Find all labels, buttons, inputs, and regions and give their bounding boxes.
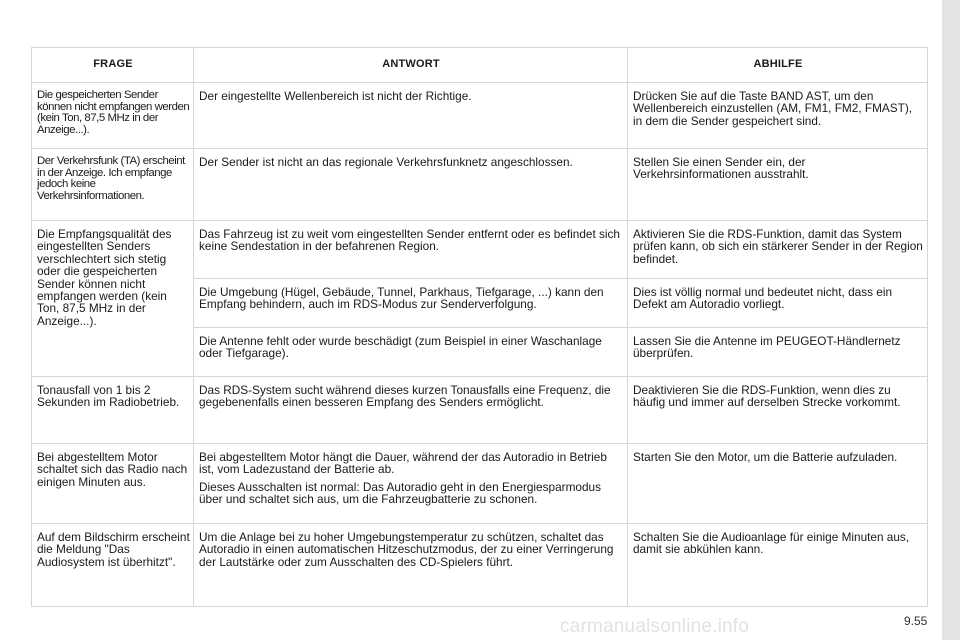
watermark-text: carmanualsonline.info <box>560 616 750 637</box>
row-3-frage: Die Empfangsqualität des eingestellten Senders verschlechtert sich stetig oder die gespeicherten Sender können nicht empfangen werden (kein Ton, 87,5 MHz in der Anzeige...). <box>37 227 172 328</box>
row-6-antwort: Um die Anlage bei zu hoher Umgebungstemperatur zu schützen, schaltet das Autoradio in einen automatischen Hitzeschutzmodus, der zu einer Verringerung der Lautstärke oder zum Ausschalten des CD-Spielers führt. <box>199 530 614 569</box>
row-divider <box>32 443 928 444</box>
row-divider <box>32 523 928 524</box>
row-2-abhilfe: Stellen Sie einen Sender ein, der Verkehrsinformationen ausstrahlt. <box>633 155 809 182</box>
row-3a-abhilfe: Aktivieren Sie die RDS-Funktion, damit das System prüfen kann, ob sich ein stärkerer Sender in der Region befindet. <box>633 227 923 266</box>
row-divider <box>32 220 928 221</box>
row-1-antwort: Der eingestellte Wellenbereich ist nicht der Richtige. <box>199 89 472 103</box>
header-antwort: ANTWORT <box>382 58 440 70</box>
row-2-frage: Der Verkehrsfunk (TA) erscheint in der Anzeige. Ich empfange jedoch keine Verkehrsinformationen. <box>37 155 185 202</box>
row-5-antwort-paragraph-2: Dieses Ausschalten ist normal: Das Autoradio geht in den Energiesparmodus über und schaltet sich aus, um die Fahrzeugbatterie zu schonen. <box>199 479 601 507</box>
row-3a-antwort: Das Fahrzeug ist zu weit vom eingestellten Sender entfernt oder es befindet sich keine Sendestation in der befahrenen Region. <box>199 227 620 254</box>
row-3c-abhilfe: Lassen Sie die Antenne im PEUGEOT-Händlernetz überprüfen. <box>633 334 901 361</box>
row-3b-abhilfe: Dies ist völlig normal und bedeutet nicht, dass ein Defekt am Autoradio vorliegt. <box>633 285 893 312</box>
row-divider <box>32 148 928 149</box>
row-5-antwort-paragraph-1: Bei abgestelltem Motor hängt die Dauer, während der das Autoradio in Betrieb ist, vom Ladezustand der Batterie ab. <box>199 450 607 477</box>
row-2-antwort: Der Sender ist nicht an das regionale Verkehrsfunknetz angeschlossen. <box>199 155 573 169</box>
row-3c-antwort: Die Antenne fehlt oder wurde beschädigt (zum Beispiel in einer Waschanlage oder Tiefgarage). <box>199 334 602 361</box>
page-edge-stripe <box>942 0 960 640</box>
row-4-antwort: Das RDS-System sucht während dieses kurzen Tonausfalls eine Frequenz, die gegebenenfalls einen besseren Empfang des Senders ermöglicht. <box>199 383 611 410</box>
header-frage: FRAGE <box>93 58 133 70</box>
page-number: 9.55 <box>904 614 928 628</box>
header-abhilfe: ABHILFE <box>753 58 803 70</box>
faq-table <box>31 47 928 607</box>
row-1-frage: Die gespeicherten Sender können nicht empfangen werden (kein Ton, 87,5 MHz in der Anzeige...). <box>37 89 190 136</box>
row-1-abhilfe: Drücken Sie auf die Taste BAND AST, um den Wellenbereich einzustellen (AM, FM1, FM2, FMAST), in dem die Sender gespeichert sind. <box>633 89 913 128</box>
row-5-frage: Bei abgestelltem Motor schaltet sich das Radio nach einigen Minuten aus. <box>37 450 188 489</box>
row-4-abhilfe: Deaktivieren Sie die RDS-Funktion, wenn dies zu häufig und immer auf derselben Strecke vorkommt. <box>633 383 901 410</box>
row-6-frage: Auf dem Bildschirm erscheint die Meldung "Das Audiosystem ist überhitzt". <box>37 530 190 569</box>
row-divider <box>194 278 928 279</box>
row-divider <box>32 82 928 83</box>
row-divider <box>32 376 928 377</box>
row-3b-antwort: Die Umgebung (Hügel, Gebäude, Tunnel, Parkhaus, Tiefgarage, ...) kann den Empfang behindern, auch im RDS-Modus zur Senderverfolgung. <box>199 285 604 312</box>
row-5-abhilfe: Starten Sie den Motor, um die Batterie aufzuladen. <box>633 450 898 464</box>
row-divider <box>194 327 928 328</box>
row-5-antwort <box>194 445 628 523</box>
row-6-abhilfe: Schalten Sie die Audioanlage für einige Minuten aus, damit sie abkühlen kann. <box>633 530 910 557</box>
row-4-frage: Tonausfall von 1 bis 2 Sekunden im Radiobetrieb. <box>37 383 180 410</box>
